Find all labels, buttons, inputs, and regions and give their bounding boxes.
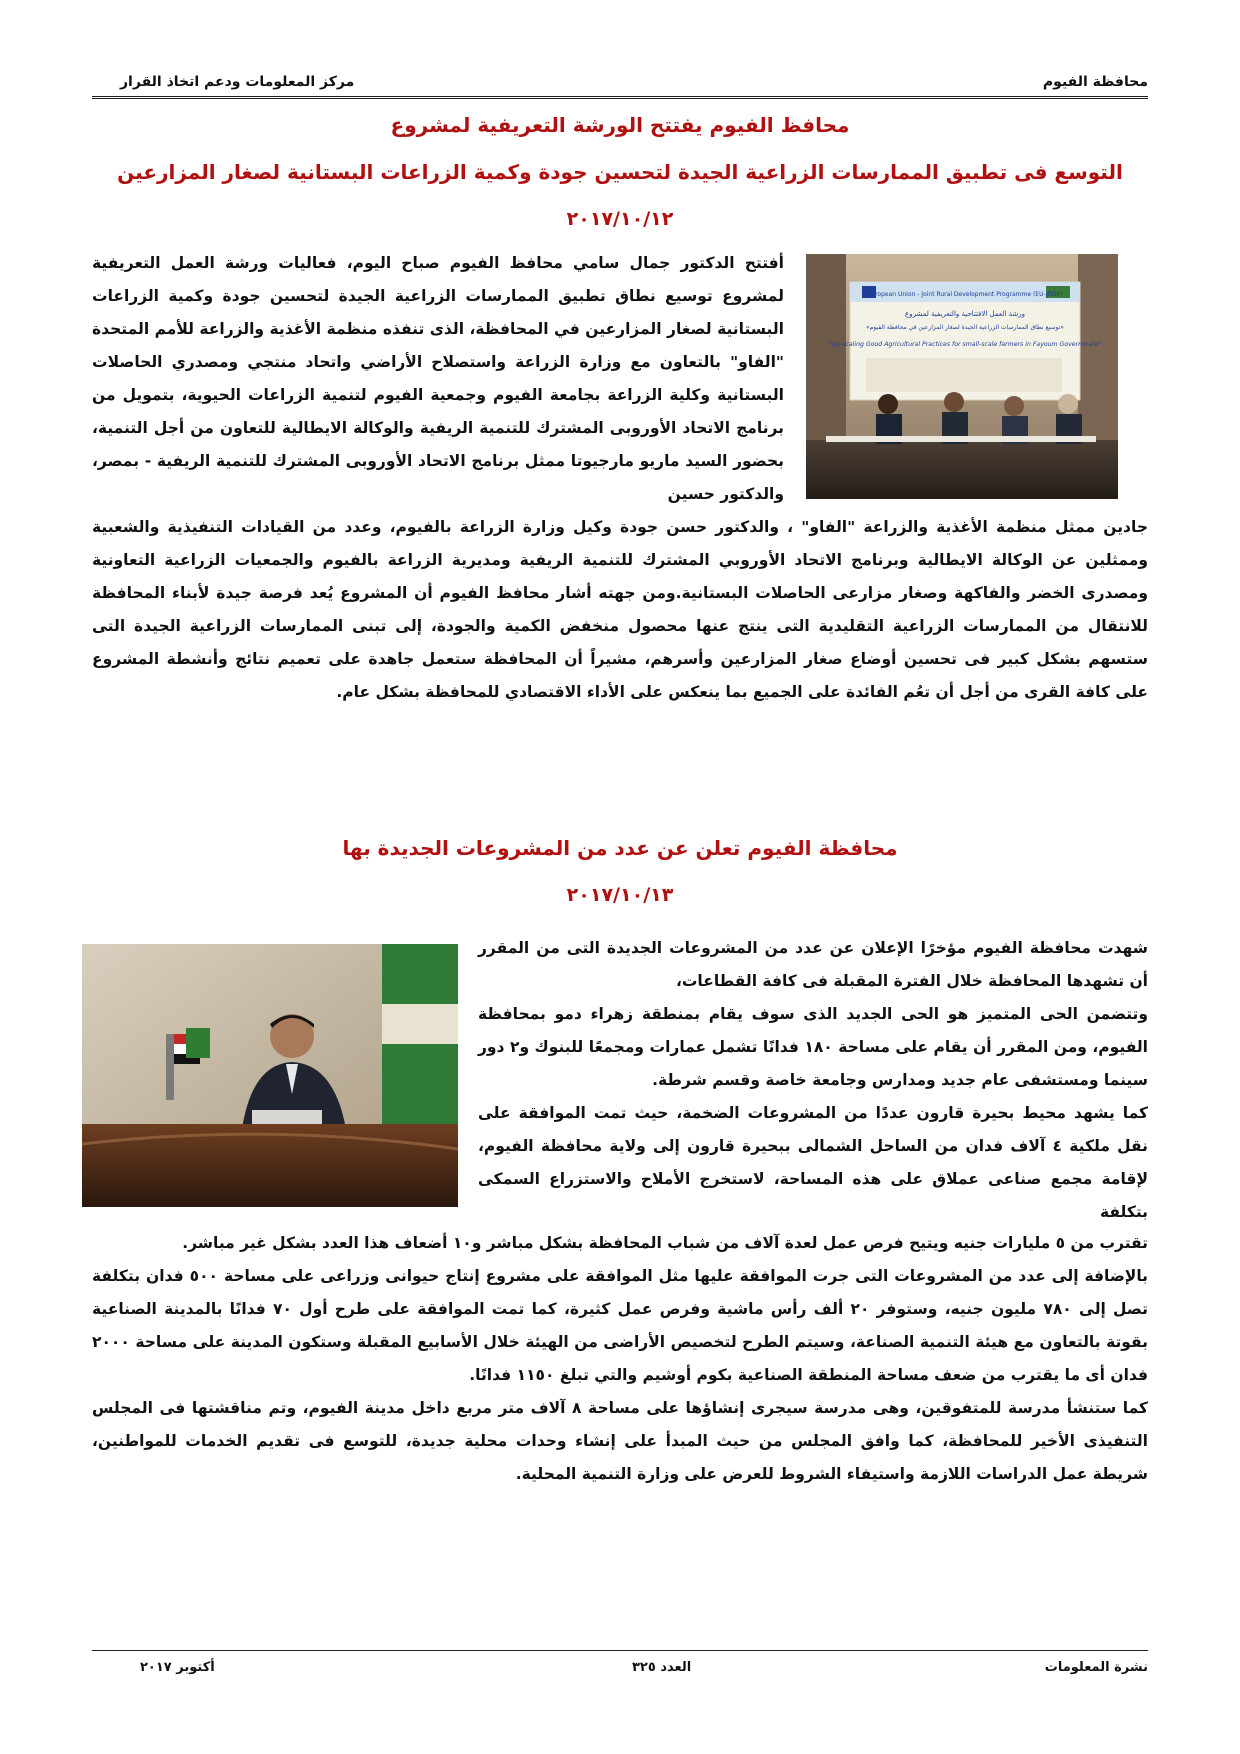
article2-paragraph-full-2: بالإضافة إلى عدد من المشروعات التى جرت الموافقة عليها مثل الموافقة على مشروع إنتاج حيوانى وزراعى على مساحة ٥٠٠ فدان بتكلفة تصل إلى ٧٨٠ مليون جنيه، وستوفر ٢٠ ألف رأس ماشية وفرص عمل كثيرة، كما تمت الموافقة على طرح أول ٧٠ فدانًا بالمدينة الصناعية بقوتة بالتعاون مع هيئة التنمية الصناعة، وسيتم الطرح لتخصيص الأراضى من الهيئة خلال الأسابيع المقبلة وستكون المدينة على مساحة ٢٠٠٠ فدان أى ما يقترب من ضعف مساحة المنطقة الصناعية بكوم أوشيم والتي تبلغ ١١٥٠ فدانًا. xyxy=(92,1267,1148,1384)
article1-paragraph-bottom xyxy=(92,511,1148,709)
governor-photo-graphic xyxy=(82,944,458,1207)
page-footer xyxy=(92,1660,1148,1680)
footer-month: أكتوبر ٢٠١٧ xyxy=(140,1660,215,1675)
header-rule xyxy=(92,96,1148,99)
article1-subtitle: التوسع فى تطبيق الممارسات الزراعية الجيدة لتحسين جودة وكمية الزراعات البستانية لصغار المزارعين xyxy=(117,160,1123,184)
governor-photo xyxy=(82,944,458,1207)
article2-paragraph-full-3: كما ستنشأ مدرسة للمتفوقين، وهى مدرسة سيجرى إنشاؤها على مساحة ٨ آلاف متر مربع داخل مدينة الفيوم، وتم مناقشتها فى المجلس التنفيذى الأخير للمحافظة، كما وافق المجلس من حيث المبدأ على إنشاء وحدات محلية جديدة، للتوسع فى تقديم الخدمات للمواطنين، شريطة عمل الدراسات اللازمة واستيفاء الشروط للعرض على وزارة التنمية المحلية. xyxy=(92,1399,1148,1483)
article2-title: محافظة الفيوم تعلن عن عدد من المشروعات الجديدة بها xyxy=(342,836,898,860)
article1-title: محافظ الفيوم يفتتح الورشة التعريفية لمشروع xyxy=(390,113,850,137)
article1-date: ٢٠١٧/١٠/١٢ xyxy=(566,208,674,230)
article2-date: ٢٠١٧/١٠/١٣ xyxy=(566,884,674,906)
workshop-photo-graphic xyxy=(806,254,1118,499)
article1-paragraph-top xyxy=(92,247,784,511)
article2-paragraph-side-3: كما يشهد محيط بحيرة قارون عددًا من المشروعات الضخمة، حيث تمت الموافقة على نقل ملكية ٤ آلاف فدان من الساحل الشمالى ببحيرة قارون إلى ولاية محافظة الفيوم، لإقامة مجمع صناعى عملاق على هذه المساحة، لاستخرج الأملاح والاستزراع السمكى بتكلفة xyxy=(478,1104,1148,1221)
article1-paragraph-top-text: أفتتح الدكتور جمال سامي محافظ الفيوم صباح اليوم، فعاليات ورشة العمل التعريفية لمشروع توسيع نطاق تطبيق الممارسات الزراعية الجيدة لتحسين جودة وكمية الزراعات البستانية لصغار المزارعين في المحافظة، الذى تنفذه منظمة الأغذية والزراعة للأمم المتحدة "الفاو" بالتعاون مع وزارة الزراعة واستصلاح الأراضي واتحاد منتجي ومصدري الحاصلات البستانية وكلية الزراعة بجامعة الفيوم وجمعية الفيوم لتنمية الزراعات الحيوية، بتمويل من برنامج الاتحاد الأوروبى المشترك للتنمية الريفية والوكالة الايطالية للتعاون من أجل التنمية، بحضور السيد ماريو مارجيوتا ممثل برنامج الاتحاد الأوروبى المشترك للتنمية الريفية - بمصر، والدكتور حسين xyxy=(92,254,784,503)
footer-issue: العدد ٣٢٥ xyxy=(632,1660,692,1675)
article2-paragraph-full-1: تقترب من ٥ مليارات جنيه ويتيح فرص عمل لعدة آلاف من شباب المحافظة بشكل مباشر و١٠ أضعاف هذا العدد بشكل غير مباشر. xyxy=(182,1234,1148,1252)
banner-text-4: "Up-scaling Good Agricultural Practices for small-scale farmers in Fayoum Governorate" xyxy=(828,341,1102,348)
article2-paragraph-side-2: وتتضمن الحى المتميز هو الحى الجديد الذى سوف يقام بمنطقة زهراء دمو بمحافظة الفيوم، ومن المقرر أن يقام على مساحة ١٨٠ فدانًا تشمل عمارات ومجمعًا للبنوك و٢ دور سينما ومستشفى عام جديد ومدارس وجامعة خاصة وقسم شرطة. xyxy=(478,1005,1148,1089)
banner-text-2: ورشة العمل الافتتاحية والتعريفية لمشروع xyxy=(905,310,1025,318)
article2-paragraph-side xyxy=(478,932,1148,1229)
workshop-photo xyxy=(806,254,1118,499)
header-center: مركز المعلومات ودعم اتخاذ القرار xyxy=(120,74,355,90)
header-governorate: محافظة الفيوم xyxy=(1042,74,1148,90)
article1-paragraph-bottom-text: جادين ممثل منظمة الأغذية والزراعة "الفاو" ، والدكتور حسن جودة وكيل وزارة الزراعة بالفيوم، وعدد من القيادات التنفيذية والشعبية وممثلين عن الوكالة الايطالية وبرنامج الاتحاد الأوروبي المشترك للتنمية الريفية ومديرية الزراعة بالفيوم والجمعيات الزراعية التعاونية ومصدرى الخضر والفاكهة وصغار مزارعى الحاصلات البستانية.ومن جهته أشار محافظ الفيوم أن المشروع يُعد فرصة جيدة لأبناء المحافظة للانتقال من الممارسات الزراعية التقليدية التى ينتج عنها محصول منخفض الكمية والجودة، إلى تبنى الممارسات الزراعية الجيدة التى ستسهم بشكل كبير فى تحسين أوضاع صغار المزارعين وأسرهم، مشيراً أن المحافظة ستعمل جاهدة على تعميم نتائج وأنشطة المشروع على كافة القرى من أجل أن تعُم الفائدة على الجميع بما ينعكس على الأداء الاقتصادي للمحافظة بشكل عام. xyxy=(92,518,1148,701)
article2-paragraph-full xyxy=(92,1227,1148,1491)
banner-text-3: «توسيع نطاق الممارسات الزراعية الجيدة لصغار المزارعين في محافظة الفيوم» xyxy=(866,324,1064,331)
article2-paragraph-side-1: شهدت محافظة الفيوم مؤخرًا الإعلان عن عدد من المشروعات الجديدة التى من المقرر أن تشهدها المحافظة خلال الفترة المقبلة فى كافة القطاعات، xyxy=(478,939,1148,990)
footer-rule xyxy=(92,1650,1148,1651)
footer-bulletin: نشرة المعلومات xyxy=(1044,1660,1148,1675)
page-header xyxy=(92,74,1148,94)
banner-text-1: European Union - Joint Rural Development Programme (EU-JRDP) xyxy=(867,291,1063,298)
